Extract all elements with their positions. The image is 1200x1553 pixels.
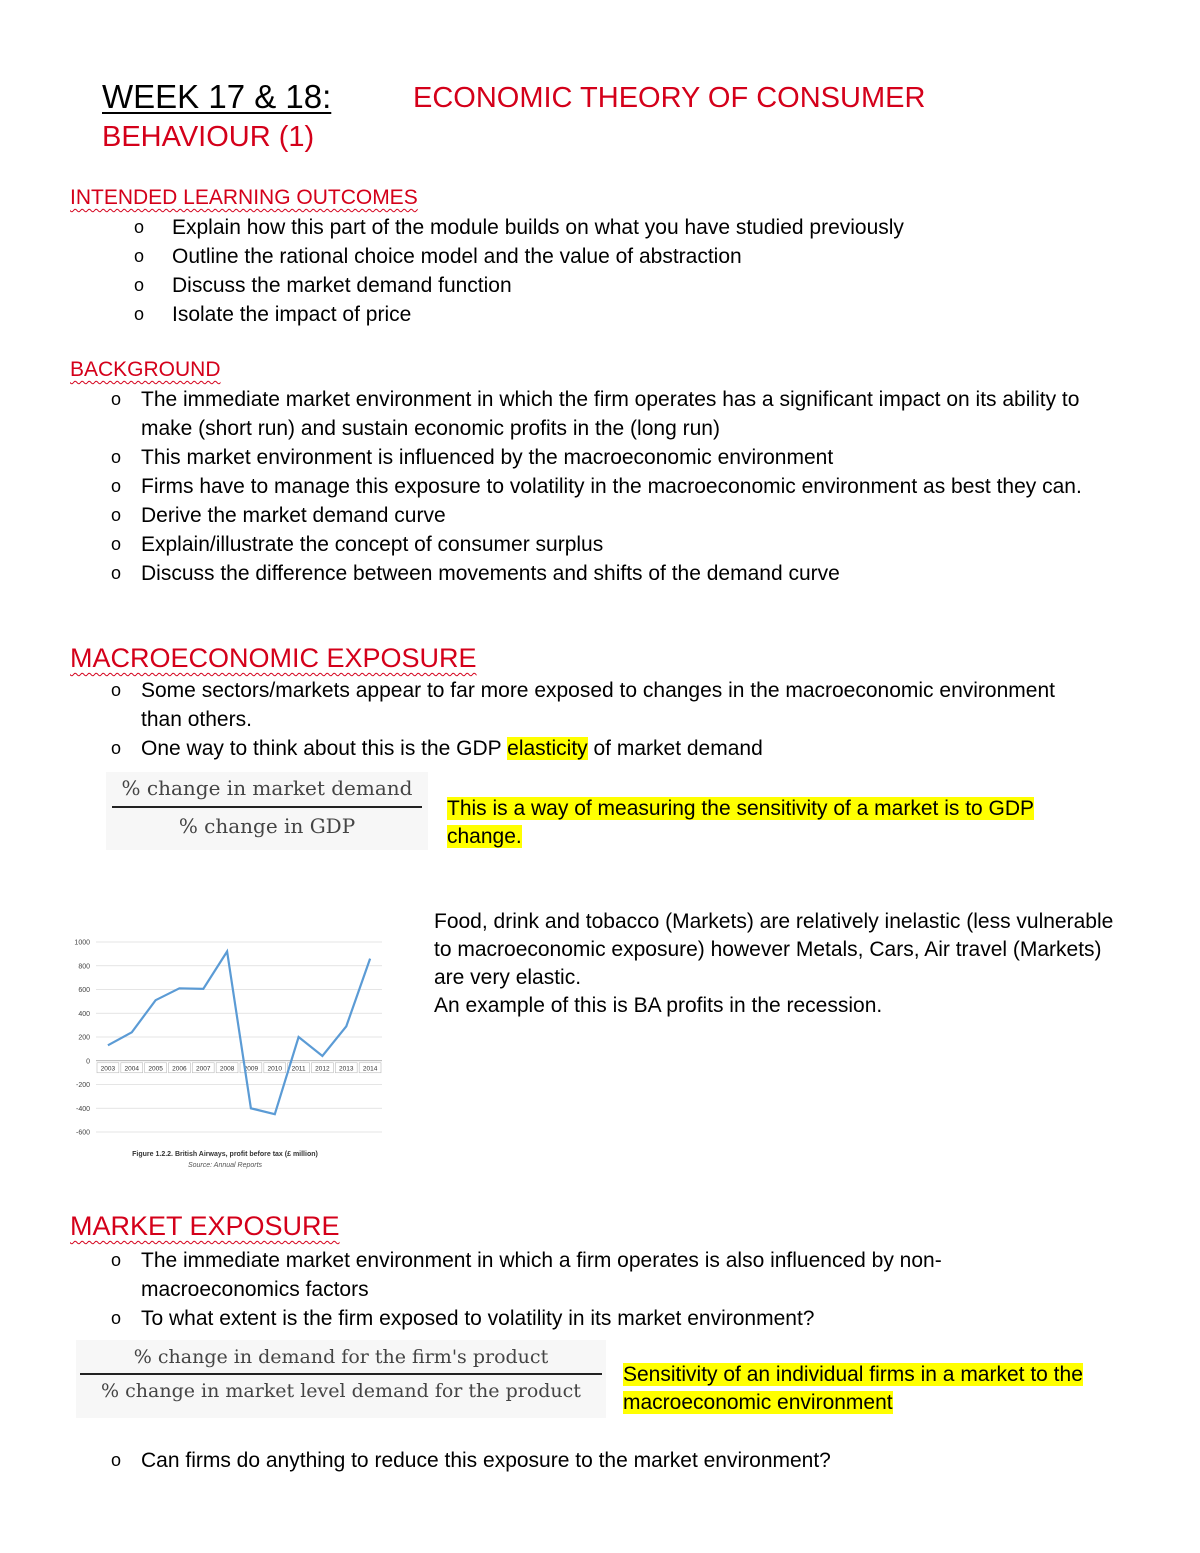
list-item: o Explain how this part of the module builds on what you have studied previously (134, 213, 1134, 242)
bullet-icon: o (111, 1250, 122, 1270)
macro-heading: MACROECONOMIC EXPOSURE (70, 643, 477, 673)
list-item: o Can firms do anything to reduce this exposure to the market environment? (111, 1446, 1041, 1475)
macro-note (447, 795, 1112, 851)
market-list (111, 1246, 1041, 1333)
chart-x-tick-label: 2010 (267, 1065, 282, 1073)
macro-note-text: This is a way of measuring the sensitivity of a market is to GDP change. (447, 797, 1035, 848)
market-note (623, 1361, 1123, 1417)
bullet-icon: o (111, 476, 122, 496)
list-item: o Outline the rational choice model and the value of abstraction (134, 242, 1134, 271)
bullet-icon: o (111, 680, 122, 700)
chart-y-tick-label: 0 (86, 1058, 90, 1066)
chart-x-tick-label: 2004 (124, 1065, 139, 1073)
formula-bar (80, 1373, 602, 1375)
chart-y-tick-label: 200 (78, 1034, 90, 1042)
macro-paragraph-1: Food, drink and tobacco (Markets) are relatively inelastic (less vulnerable to macroeconomic exposure) however Metals, Cars, Air travel (Markets) are very elastic. (434, 910, 1114, 989)
macro-paragraph-2: An example of this is BA profits in the recession. (434, 994, 883, 1017)
bullet-icon: o (111, 447, 122, 467)
market-note-text: Sensitivity of an individual firms in a market to the macroeconomic environment (623, 1363, 1083, 1414)
market-exposure-formula (76, 1340, 606, 1418)
bullet-icon: o (111, 505, 122, 525)
formula-numerator: % change in demand for the firm's product (133, 1346, 549, 1368)
learning-outcomes-list (134, 213, 1134, 329)
gdp-elasticity-formula (106, 772, 428, 850)
chart-y-tick-label: -600 (75, 1129, 90, 1137)
chart-y-tick-label: -400 (75, 1105, 90, 1113)
list-item: o Explain/illustrate the concept of consumer surplus (111, 530, 1111, 559)
list-item: o Derive the market demand curve (111, 501, 1111, 530)
list-item: o Some sectors/markets appear to far more exposed to changes in the macroeconomic environment than others. (111, 676, 1071, 734)
chart-x-tick-label: 2006 (172, 1065, 187, 1073)
bullet-icon: o (111, 738, 122, 758)
chart-x-tick-label: 2003 (100, 1065, 116, 1073)
chart-y-tick-label: 400 (78, 1010, 90, 1018)
chart-x-tick-label: 2007 (196, 1065, 211, 1073)
market-list-final (111, 1446, 1041, 1475)
chart-x-tick-label: 2014 (362, 1065, 378, 1073)
chart-x-tick-label: 2009 (243, 1065, 259, 1073)
list-item: o Discuss the market demand function (134, 271, 1134, 300)
bullet-icon: o (134, 246, 145, 266)
list-item: o One way to think about this is the GDP elasticity of market demand (111, 734, 1071, 763)
bullet-icon: o (111, 534, 122, 554)
formula-denominator: % change in GDP (178, 814, 356, 838)
chart-y-tick-label: -200 (75, 1082, 90, 1089)
bullet-icon: o (111, 1308, 122, 1328)
bullet-icon: o (134, 275, 145, 295)
list-item: o To what extent is the firm exposed to volatility in its market environment? (111, 1304, 1041, 1333)
chart-y-ticks (74, 940, 90, 1137)
background-heading: BACKGROUND (70, 358, 221, 381)
chart-x-ticks (97, 1063, 381, 1073)
list-item: o Discuss the difference between movements and shifts of the demand curve (111, 559, 1111, 588)
list-item: o Isolate the impact of price (134, 300, 1134, 329)
list-item: o The immediate market environment in which the firm operates has a significant impact on its ability to make (short run) and sustain economic profits in the (long run) (111, 385, 1111, 443)
page-title-line1: ECONOMIC THEORY OF CONSUMER (413, 82, 926, 114)
background-list (111, 385, 1111, 588)
list-item: o Firms have to manage this exposure to volatility in the macroeconomic environment as best they can. (111, 472, 1111, 501)
chart-title: Figure 1.2.2. British Airways, profit before tax (£ million) (132, 1151, 318, 1158)
bullet-icon: o (134, 217, 145, 237)
chart-x-tick-label: 2013 (339, 1065, 354, 1073)
learning-outcomes-heading: INTENDED LEARNING OUTCOMES (70, 186, 418, 209)
chart-y-tick-label: 800 (78, 963, 90, 971)
macro-paragraph (434, 908, 1134, 1020)
list-item: o This market environment is influenced by the macroeconomic environment (111, 443, 1111, 472)
formula-numerator: % change in market demand (121, 776, 413, 800)
bullet-icon: o (134, 304, 145, 324)
bullet-icon: o (111, 563, 122, 583)
chart-x-tick-label: 2012 (315, 1065, 330, 1073)
ba-profit-chart (60, 930, 390, 1175)
chart-x-tick-label: 2008 (219, 1065, 235, 1073)
macro-list (111, 676, 1071, 763)
formula-denominator: % change in market level demand for the product (101, 1380, 581, 1402)
list-item: o The immediate market environment in which a firm operates is also influenced by non-macroeconomics factors (111, 1246, 1041, 1304)
chart-x-tick-label: 2005 (148, 1065, 163, 1073)
market-heading: MARKET EXPOSURE (70, 1211, 340, 1241)
chart-y-tick-label: 600 (78, 987, 90, 994)
page-title-line2: BEHAVIOUR (1) (102, 121, 315, 153)
chart-x-tick-label: 2011 (291, 1065, 306, 1073)
chart-series-line (108, 952, 370, 1115)
bullet-icon: o (111, 389, 122, 409)
chart-y-tick-label: 1000 (74, 939, 90, 947)
highlight-elasticity: elasticity (507, 737, 588, 760)
chart-subtitle: Source: Annual Reports (187, 1162, 263, 1169)
bullet-icon: o (111, 1450, 122, 1470)
formula-bar (112, 806, 422, 808)
page-title-week: WEEK 17 & 18: (102, 78, 332, 115)
